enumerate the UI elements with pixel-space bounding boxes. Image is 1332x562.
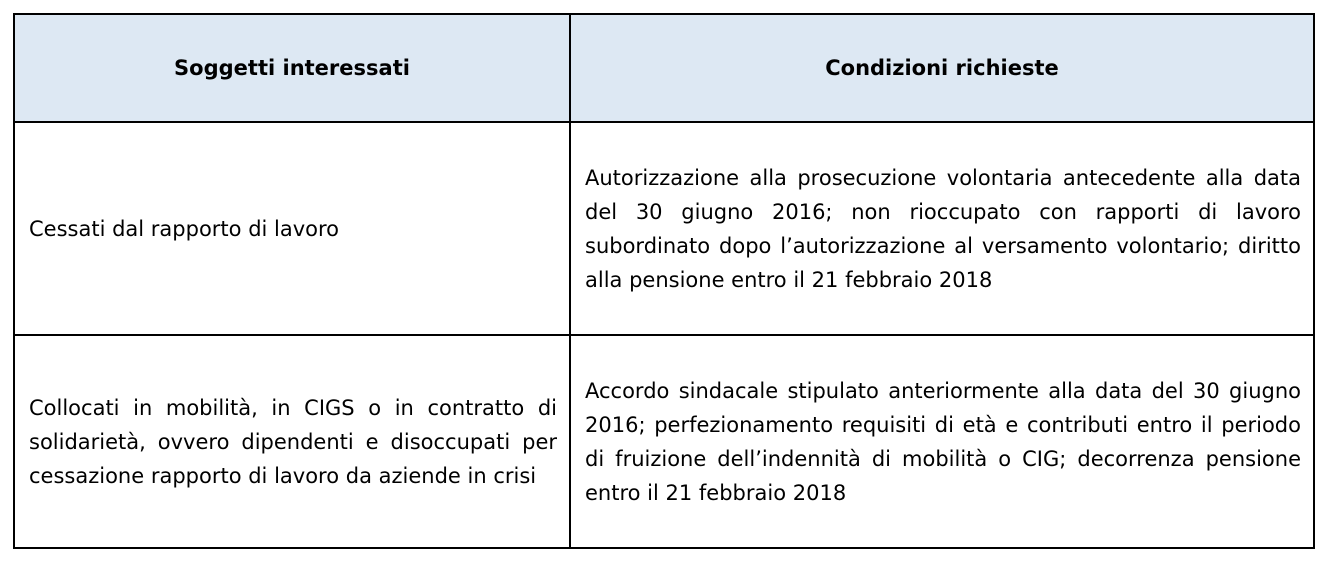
- cell-condizioni: Accordo sindacale stipulato anteriormente alla data del 30 giugno 2016; perfezionamento requisiti di età e contributi entro il periodo di fruizione dell’indennità di mobilità o CIG; decorrenza pensione entro il 21 febbraio 2018: [570, 335, 1314, 548]
- requirements-table: [13, 13, 1315, 549]
- table-row: [14, 122, 1314, 335]
- table-body: [14, 122, 1314, 548]
- cell-soggetti: Collocati in mobilità, in CIGS o in contratto di solidarietà, ovvero dipendenti e disoccupati per cessazione rapporto di lavoro da aziende in crisi: [14, 335, 570, 548]
- header-soggetti: Soggetti interessati: [14, 14, 570, 122]
- header-row: [14, 14, 1314, 122]
- table-header: [14, 14, 1314, 122]
- cell-condizioni: Autorizzazione alla prosecuzione volontaria antecedente alla data del 30 giugno 2016; non rioccupato con rapporti di lavoro subordinato dopo l’autorizzazione al versamento volontario; diritto alla pensione entro il 21 febbraio 2018: [570, 122, 1314, 335]
- header-condizioni: Condizioni richieste: [570, 14, 1314, 122]
- table-row: [14, 335, 1314, 548]
- cell-soggetti: Cessati dal rapporto di lavoro: [14, 122, 570, 335]
